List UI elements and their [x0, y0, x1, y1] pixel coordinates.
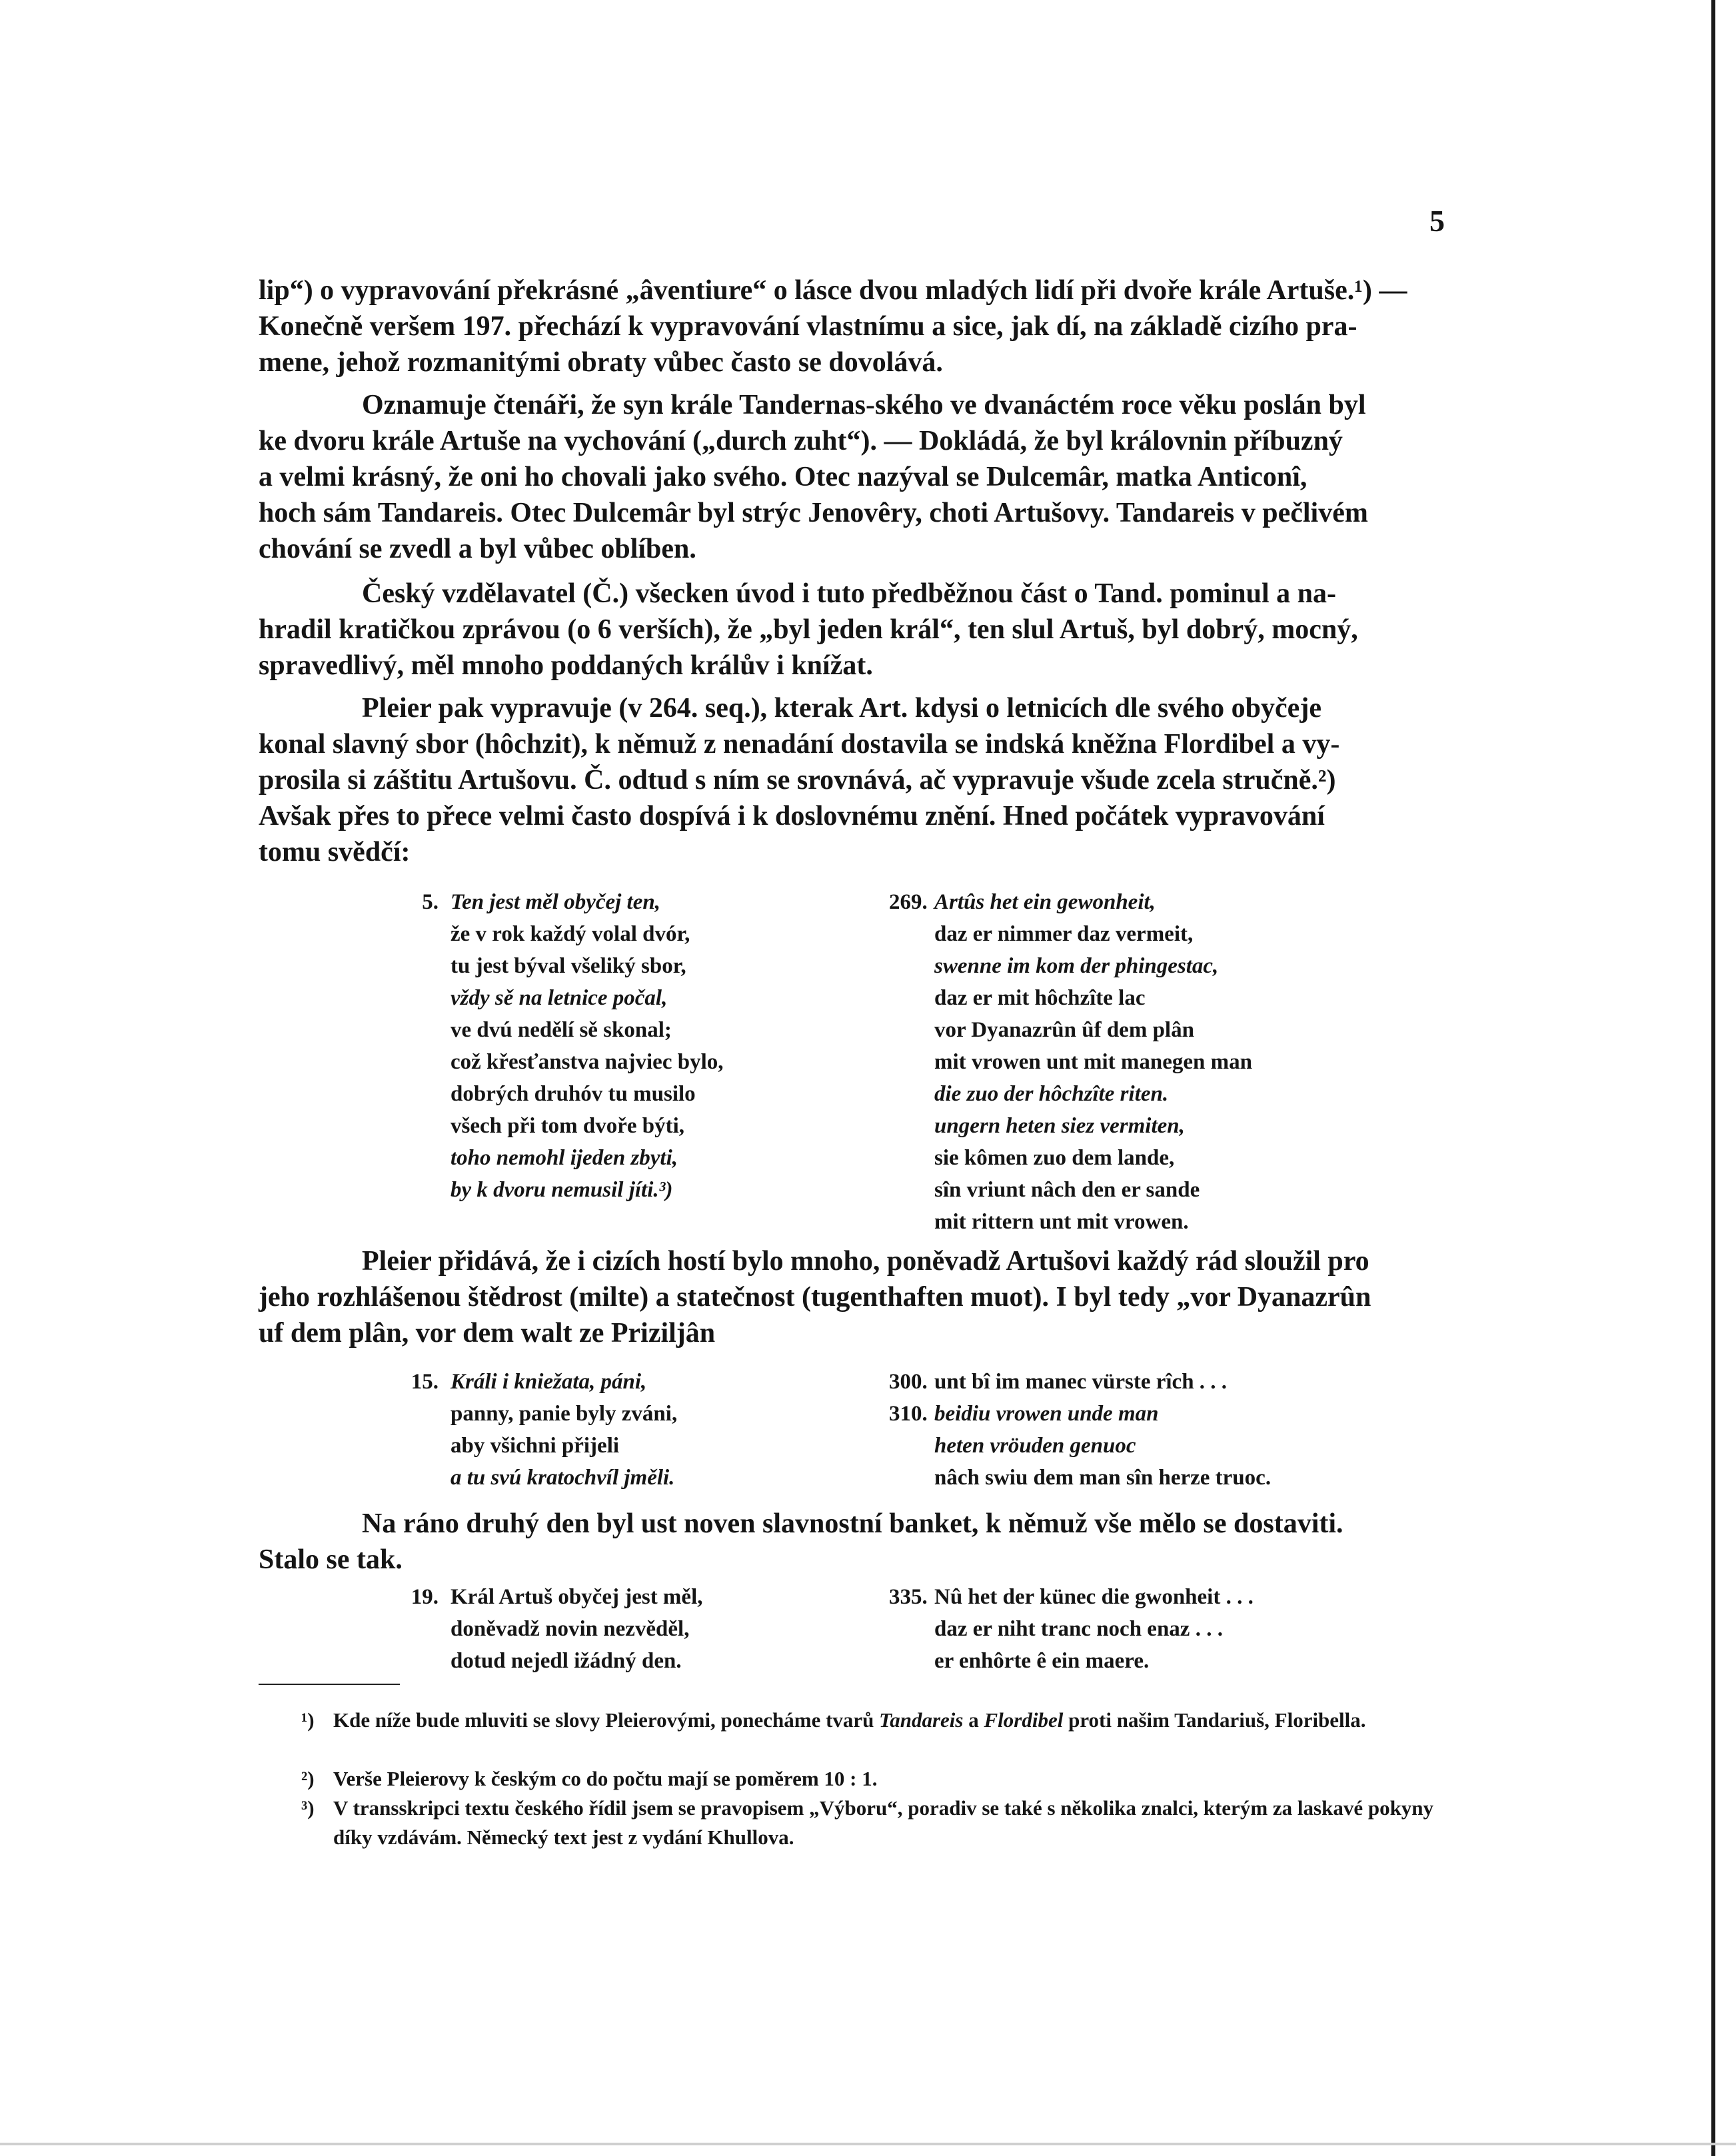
footnote-text: Verše Pleierovy k českým co do počtu mají se poměrem 10 : 1. — [333, 1767, 878, 1790]
text-line: ke dvoru krále Artuše na vychování („durch zuht“). — Dokládá, že byl královnin příbuzný — [259, 426, 1343, 456]
verse-line: což křesťanstva najviec bylo, — [450, 1050, 724, 1074]
text-line: prosila si záštitu Artušovu. Č. odtud s ním se srovnává, ač vypravuje všude zcela stručně.²) — [259, 765, 1336, 796]
verse-line: aby všichni přijeli — [450, 1434, 620, 1458]
verse-line: die zuo der hôchzîte riten. — [934, 1082, 1169, 1106]
text-line: Avšak přes to přece velmi často dospívá i k doslovnému znění. Hned počátek vypravování — [259, 801, 1325, 831]
verse-number: 335. — [889, 1585, 928, 1609]
text-line: a velmi krásný, že oni ho chovali jako svého. Otec nazýval se Dulcemâr, matka Anticonî, — [259, 462, 1307, 492]
verse-line: er enhôrte ê ein maere. — [934, 1649, 1150, 1673]
verse-line: dobrých druhóv tu musilo — [450, 1082, 696, 1106]
text-line: Na ráno druhý den byl ust noven slavnostní banket, k němuž vše mělo se dostaviti. — [362, 1508, 1343, 1539]
text-line: tomu svědčí: — [259, 837, 411, 867]
verse-german-1 — [889, 886, 1252, 1238]
text-line: konal slavný sbor (hôchzit), k němuž z nenadání dostavila se indská kněžna Flordibel a vy- — [259, 729, 1340, 760]
paragraph-continuation — [259, 272, 1451, 380]
verse-line: sîn vriunt nâch den er sande — [934, 1178, 1200, 1202]
verse-number: 300. — [889, 1370, 928, 1394]
text-line: chování se zvedl a byl vůbec oblíben. — [259, 534, 696, 564]
verse-german-2 — [889, 1366, 1271, 1494]
footnote-3 — [301, 1794, 1449, 1852]
footnote-text: proti našim Tandariuš, Floribella. — [1063, 1708, 1366, 1732]
verse-line: sie kômen zuo dem lande, — [934, 1146, 1175, 1170]
verse-line: swenne im kom der phingestac, — [934, 954, 1219, 978]
verse-line: že v rok každý volal dvór, — [450, 922, 690, 946]
text-line: Oznamuje čtenáři, že syn krále Tandernas-ského ve dvanáctém roce věku poslán byl — [362, 390, 1366, 420]
verse-line: toho nemohl ijeden zbyti, — [450, 1146, 678, 1170]
verse-german-3 — [889, 1581, 1254, 1677]
footnote-name: Flordibel — [984, 1708, 1064, 1732]
footnote-text: a — [963, 1708, 984, 1732]
verse-line: vor Dyanazrûn ûf dem plân — [934, 1018, 1194, 1042]
verse-line: daz er nimmer daz vermeit, — [934, 922, 1194, 946]
paragraph-oznamuje — [259, 387, 1451, 567]
verse-line: ungern heten siez vermiten, — [934, 1114, 1185, 1138]
text-line: Český vzdělavatel (Č.) všecken úvod i tuto předběžnou část o Tand. pominul a na- — [362, 578, 1336, 609]
text-line: Stalo se tak. — [259, 1544, 403, 1575]
paragraph-pleier-vypravuje — [259, 690, 1451, 870]
text-line: Pleier pak vypravuje (v 264. seq.), kterak Art. kdysi o letnicích dle svého obyčeje — [362, 693, 1321, 724]
verse-czech-1 — [407, 886, 724, 1206]
verse-line: doněvadž novin nezvěděl, — [450, 1617, 690, 1641]
text-line: hoch sám Tandareis. Otec Dulcemâr byl strýc Jenovêry, choti Artušovy. Tandareis v pečlivém — [259, 498, 1368, 528]
text-line: uf dem plân, vor dem walt ze Priziljân — [259, 1318, 716, 1348]
verse-line: vždy sě na letnice počal, — [450, 986, 668, 1010]
text-line: Konečně veršem 197. přechází k vypravování vlastnímu a sice, jak dí, na základě cizího pra- — [259, 311, 1357, 342]
verse-line: daz er niht tranc noch enaz . . . — [934, 1617, 1223, 1641]
footnote-mark: ¹) — [301, 1708, 315, 1732]
page-number: 5 — [1429, 204, 1445, 238]
footnote-2 — [301, 1764, 1449, 1794]
scan-border-bottom — [0, 2143, 1736, 2145]
verse-number: 5. — [422, 890, 438, 914]
paragraph-pleier-pridava — [259, 1243, 1451, 1351]
verse-line: mit rittern unt mit vrowen. — [934, 1210, 1189, 1234]
verse-line: nâch swiu dem man sîn herze truoc. — [934, 1466, 1272, 1490]
verse-line: heten vröuden genuoc — [934, 1434, 1136, 1458]
verse-line: Král Artuš obyčej jest měl, — [450, 1585, 703, 1609]
text-line: jeho rozhlášenou štědrost (milte) a statečnost (tugenthaften muot). I byl tedy „vor Dyanazrûn — [259, 1282, 1371, 1313]
text-line: mene, jehož rozmanitými obraty vůbec často se dovolává. — [259, 347, 943, 378]
verse-line: Ten jest měl obyčej ten, — [450, 890, 660, 914]
verse-czech-2 — [407, 1366, 677, 1494]
verse-czech-3 — [407, 1581, 703, 1677]
footnote-1 — [301, 1706, 1449, 1735]
footnote-separator — [259, 1684, 400, 1685]
text-line: hradil kratičkou zprávou (o 6 verších), že „byl jeden král“, ten slul Artuš, byl dobrý, mocný, — [259, 614, 1358, 645]
footnote-text: Kde níže bude mluviti se slovy Pleierovými, ponecháme tvarů — [333, 1708, 880, 1732]
verse-line: mit vrowen unt mit manegen man — [934, 1050, 1252, 1074]
verse-line: tu jest býval všeliký sbor, — [450, 954, 686, 978]
footnote-name: Tandareis — [879, 1708, 964, 1732]
verse-line: Artûs het ein gewonheit, — [934, 890, 1156, 914]
scan-border-right — [1711, 0, 1715, 2156]
verse-number: 269. — [889, 890, 928, 914]
footnote-mark: ³) — [301, 1796, 315, 1820]
verse-line: Nû het der künec die gwonheit . . . — [934, 1585, 1254, 1609]
verse-line: ve dvú nedělí sě skonal; — [450, 1018, 672, 1042]
verse-line: beidiu vrowen unde man — [934, 1402, 1159, 1426]
verse-line: panny, panie byly zváni, — [450, 1402, 678, 1426]
text-line: lip“) o vypravování překrásné „âventiure“ o lásce dvou mladých lidí při dvoře krále Artuše.¹) — — [259, 275, 1407, 306]
paragraph-na-rano — [259, 1506, 1451, 1578]
verse-number: 310. — [889, 1402, 928, 1426]
verse-line: by k dvoru nemusil jíti.³) — [450, 1178, 673, 1202]
verse-number: 15. — [411, 1370, 438, 1394]
footnote-text: V transskripci textu českého řídil jsem se pravopisem „Výboru“, poradiv se také s několika znalci, kterým za laskavé pokyny díky vzdávám. Německý text jest z vydání Khullova. — [333, 1796, 1434, 1849]
text-line: spravedlivý, měl mnoho poddaných králův i knížat. — [259, 650, 873, 681]
verse-line: všech při tom dvoře býti, — [450, 1114, 685, 1138]
verse-line: a tu svú kratochvíl jměli. — [450, 1466, 675, 1490]
verse-line: daz er mit hôchzîte lac — [934, 986, 1146, 1010]
paragraph-cesky-vzdelavatel — [259, 576, 1451, 684]
footnote-mark: ²) — [301, 1767, 315, 1790]
verse-line: Králi i kniežata, páni, — [450, 1370, 647, 1394]
text-line: Pleier přidává, že i cizích hostí bylo mnoho, poněvadž Artušovi každý rád sloužil pro — [362, 1246, 1369, 1277]
verse-number: 19. — [411, 1585, 438, 1609]
verse-line: unt bî im manec vürste rîch . . . — [934, 1370, 1228, 1394]
verse-line: dotud nejedl ižádný den. — [450, 1649, 682, 1673]
